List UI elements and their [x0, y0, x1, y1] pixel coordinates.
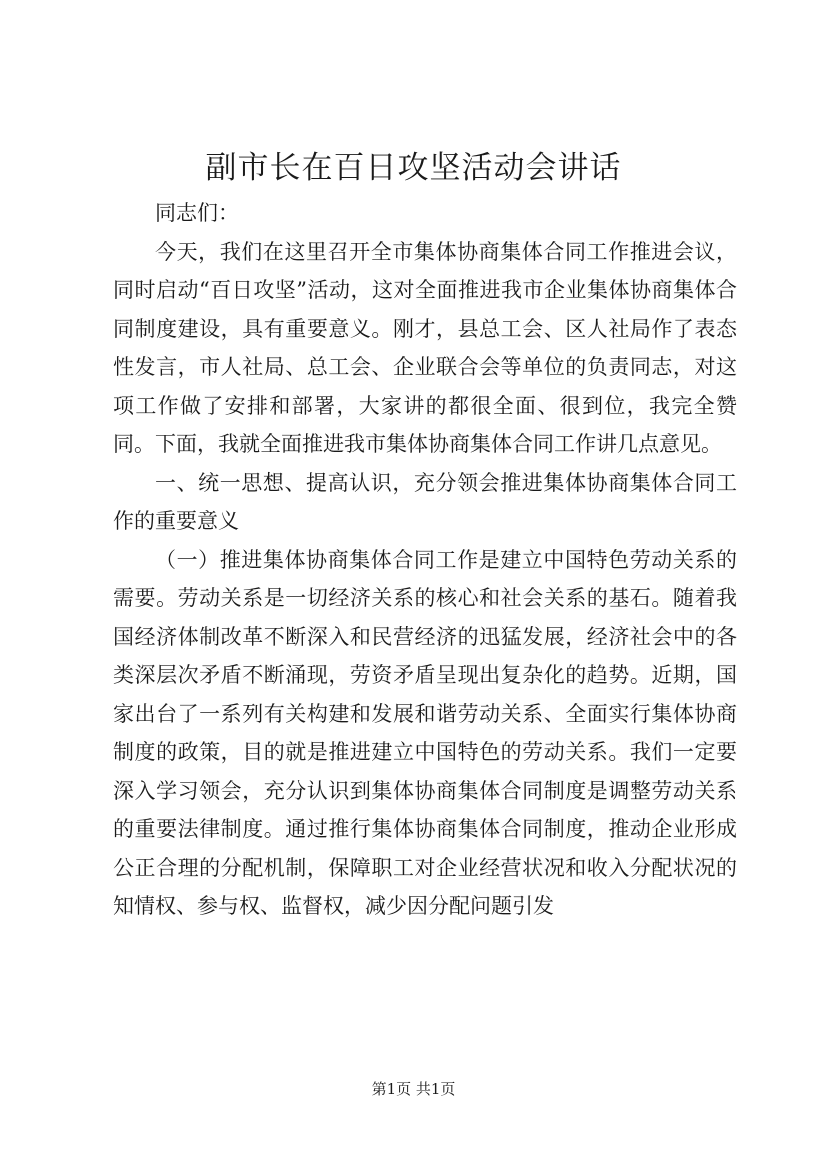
salutation: 同志们：: [155, 201, 239, 225]
section-heading-1: 一、统一思想、提高认识，充分领会推进集体协商集体合同工作的重要意义: [113, 470, 737, 533]
paragraph-intro: 今天，我们在这里召开全市集体协商集体合同工作推进会议，同时启动“百日攻坚”活动，这对全面推进我市企业集体协商集体合同制度建设，具有重要意义。刚才，县总工会、区人社局作了表态性发言，市人社局、总工会、企业联合会等单位的负责同志，对这项工作做了安排和部署，大家讲的都很全面、很到位，我完全赞同。下面，我就全面推进我市集体协商集体合同工作讲几点意见。: [113, 239, 737, 456]
page-footer: 第1页 共1页: [371, 1080, 456, 1098]
document-title: 副市长在百日攻坚活动会讲话: [205, 150, 622, 186]
document-body: [113, 194, 737, 926]
paragraph-subsection-1: （一）推进集体协商集体合同工作是建立中国特色劳动关系的需要。劳动关系是一切经济关系的核心和社会关系的基石。随着我国经济体制改革不断深入和民营经济的迅猛发展，经济社会中的各类深层次矛盾不断涌现，劳资矛盾呈现出复杂化的趋势。近期，国家出台了一系列有关构建和发展和谐劳动关系、全面实行集体协商制度的政策，目的就是推进建立中国特色的劳动关系。我们一定要深入学习领会，充分认识到集体协商集体合同制度是调整劳动关系的重要法律制度。通过推行集体协商集体合同制度，推动企业形成公正合理的分配机制，保障职工对企业经营状况和收入分配状况的知情权、参与权、监督权，减少因分配问题引发: [113, 547, 737, 918]
